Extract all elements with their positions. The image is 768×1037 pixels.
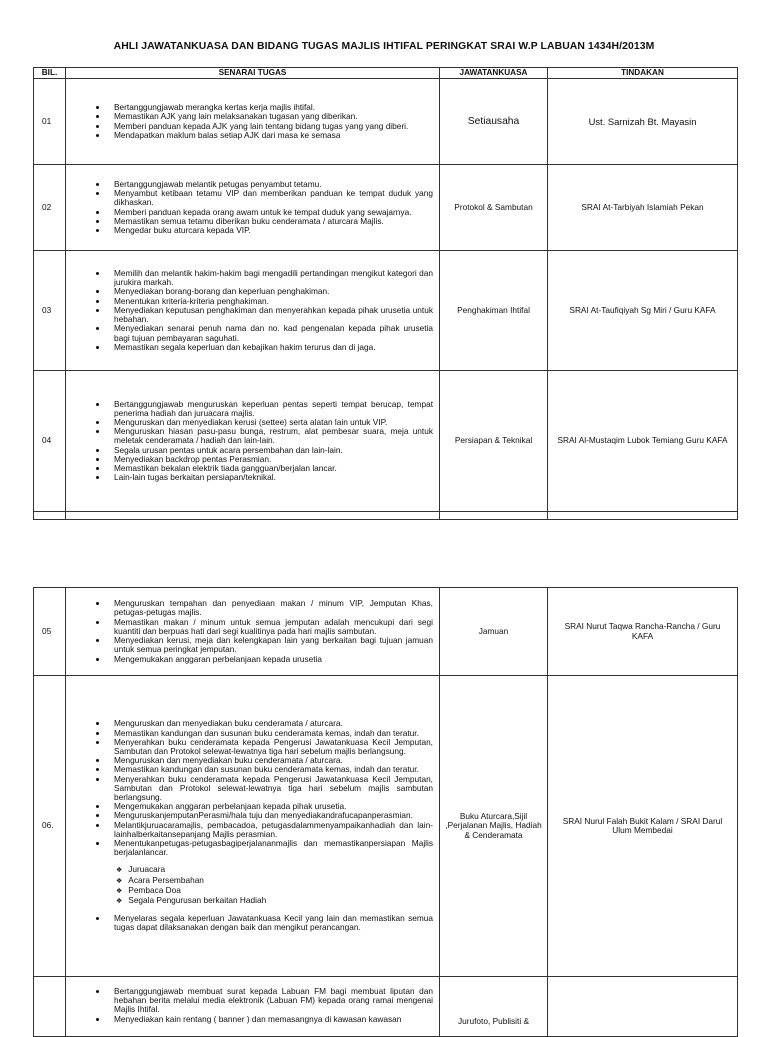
committee-name: Jurufoto, Publisiti & [440,977,548,1037]
table-row [34,165,738,251]
list-item: • Memastikan semua tetamu diberikan buku cenderamata / aturcara Majlis. [108,217,433,226]
table-row [34,371,738,512]
assigned-to: SRAI Nurut Taqwa Rancha-Rancha / Guru KAFA [548,588,738,676]
assigned-to: SRAI Nurul Falah Bukit Kalam / SRAI Darul Ulum Membedai [548,676,738,977]
duty-list [74,103,433,140]
list-item: • Menyediakan kain rentang ( banner ) dan memasangnya di kawasan kawasan [108,1015,433,1024]
list-item: • Mendapatkan maklum balas setiap AJK dari masa ke semasa [108,131,433,140]
sub-list-item: ❖ Segala Pengurusan berkaitan Hadiah [116,896,433,906]
list-item: • Bertanggungjawab membuat surat kepada Labuan FM bagi membuat liputan dan hebahan berita melalui media elektronik (Labuan FM) kepada orang ramai mengenai Majlis Ihtifal. [108,987,433,1015]
committee-name: Jamuan [440,588,548,676]
list-item: • Menentukan kriteria-kriteria penghakiman. [108,297,433,306]
duty-list-cell [66,977,440,1037]
list-item: • Menyediakan keputusan penghakiman dan menyerahkan kepada pihak urusetia untuk hebahan. [108,306,433,324]
committee-name: Persiapan & Teknikal [440,371,548,512]
list-item: • Memastikan makan / minum untuk semua jemputan adalah mencukupi dari segi kuantiti dan berpuas hati dari segi kualitinya pada hari majlis sambutan. [108,618,433,636]
header-tugas: SENARAI TUGAS [66,68,440,79]
list-item: • Segala urusan pentas untuk acara persembahan dan lain-lain. [108,446,433,455]
row-number: 05 [34,588,66,676]
list-item: • Mengemukakan anggaran perbelanjaan kepada urusetia [108,655,433,664]
list-item: • Memastikan kandungan dan susunan buku cenderamata kemas, indah dan teratur. [108,729,433,738]
duty-list-cell [66,251,440,371]
list-item: • Memastikan segala keperluan dan kebajikan hakim terurus dan di jaga. [108,343,433,352]
header-jawatankuasa: JAWATANKUASA [440,68,548,79]
committee-name: Setiausaha [440,79,548,165]
table-row [34,676,738,977]
duty-list-cell [66,588,440,676]
list-item: • Menyediakan kerusi, meja dan kelengkapan lain yang berkaitan bagi tujuan jamuan untuk semua peringkat jemputan. [108,636,433,654]
empty-row [34,512,738,520]
list-item: • Menyambut ketibaan tetamu VIP dan memberikan panduan ke tempat duduk yang dikhaskan. [108,189,433,207]
list-item: • MenguruskanjemputanPerasmi/hala tuju dan menyediakandrafucapanperasmian. [108,811,433,820]
list-item: • Menyerahkan buku cenderamata kepada Pengerusi Jawatankuasa Kecil Jemputan, Sambutan dan Protokol selewat-lewatnya tiga hari sebelum majlis berlangsung. [108,738,433,756]
duties-table-part-1 [33,67,738,520]
duty-list-cell [66,676,440,977]
duty-list-cell [66,79,440,165]
assigned-to: SRAI At-Taufiqiyah Sg Miri / Guru KAFA [548,251,738,371]
row-number: 03 [34,251,66,371]
list-item: • Bertanggungjawab merangka kertas kerja majlis ihtifal. [108,103,433,112]
committee-name: Buku Aturcara,Sijil ,Perjalanan Majlis, Hadiah & Cenderamata [440,676,548,977]
list-item: • Menguruskan hiasan pasu-pasu bunga, restrum, alat pembesar suara, meja untuk meletak cenderamata / hadiah dan lain-lain. [108,427,433,445]
list-item: • Menguruskan tempahan dan penyediaan makan / minum VIP, Jemputan Khas, petugas-petugas majlis. [108,599,433,617]
list-item: • Mengemukakan anggaran perbelanjaan kepada pihak urusetia. [108,802,433,811]
sub-list-item: ❖ Acara Persembahan [116,876,433,886]
list-item: • Memastikan kandungan dan susunan buku cenderamata kemas, indah dan teratur. [108,765,433,774]
list-item: • Menyediakan borang-borang dan keperluan penghakiman. [108,287,433,296]
committee-name: Protokol & Sambutan [440,165,548,251]
assigned-to [548,977,738,1037]
duty-list-cell [66,371,440,512]
header-bil: BIL. [34,68,66,79]
duties-table-part-2 [33,587,738,1037]
duty-list [74,400,433,483]
list-item: • Memastikan AJK yang lain melaksanakan tugasan yang diberikan. [108,112,433,121]
list-item: • Bertanggungjawab menguruskan keperluan pentas seperti tempat berucap, tempat penerima hadiah dan juruacara majlis. [108,400,433,418]
list-item: • Memilih dan melantik hakim-hakim bagi mengadili pertandingan mengikut kategori dan jurukira markah. [108,269,433,287]
duty-list [74,987,433,1024]
list-item: • Menguruskan dan menyediakan kerusi (settee) serta alatan lain untuk VIP. [108,418,433,427]
list-item: • Menentukanpetugas-petugasbagiperjalananmajlis dan memastikanpersiapan Majlis berjalanlancar. [108,839,433,857]
list-item: • Memberi panduan kepada orang awam untuk ke tempat duduk yang sewajarnya. [108,208,433,217]
list-item: • Menyerahkan buku cenderamata kepada Pengerusi Jawatankuasa Kecil Jemputan, Sambutan dan Protokol selewat-lewatnya tiga hari sebelum majlis sambutan berlangsung. [108,775,433,803]
duty-list [74,719,433,857]
list-item: • Menyediakan backdrop pentas Perasmian. [108,455,433,464]
header-tindakan: TINDAKAN [548,68,738,79]
assigned-to: Ust. Sarnizah Bt. Mayasin [548,79,738,165]
list-item: • Menyediakan senarai penuh nama dan no. kad pengenalan kepada pihak urusetia bagi tujuan pembayaran saguhati. [108,324,433,342]
list-item: • Mengedar buku aturcara kepada VIP. [108,226,433,235]
table-row [34,79,738,165]
table-row [34,977,738,1037]
list-item: • Bertanggungjawab melantik petugas penyambut tetamu. [108,180,433,189]
sub-list-item: ❖ Juruacara [116,865,433,875]
table-row [34,588,738,676]
sub-list-item: ❖ Pembaca Doa [116,886,433,896]
assigned-to: SRAI Al-Mustaqim Lubok Temiang Guru KAFA [548,371,738,512]
page-title: AHLI JAWATANKUASA DAN BIDANG TUGAS MAJLIS IHTIFAL PERINGKAT SRAI W.P LABUAN 1434H/2013M [113,41,655,52]
duty-list [74,269,433,352]
list-item: • Melantikjuruacaramajlis, pembacadoa, petugasdalammenyampaikanhadiah dan lain-lainhalberkaitansepanjang Majlis perasmian. [108,821,433,839]
row-number: 02 [34,165,66,251]
duty-list [74,599,433,663]
row-number: 06. [34,676,66,977]
duty-list-cell [66,165,440,251]
list-item: • Menguruskan dan menyediakan buku cenderamata / aturcara. [108,719,433,728]
list-item: • Memberi panduan kepada AJK yang lain tentang bidang tugas yang yang diberi. [108,122,433,131]
table-row [34,251,738,371]
sub-list [74,865,433,906]
duty-list [74,180,433,235]
list-item: • Menguruskan dan menyediakan buku cenderamata / aturcara. [108,756,433,765]
row-number: 04 [34,371,66,512]
list-item: • Lain-lain tugas berkaitan persiapan/teknikal. [108,473,433,482]
committee-name: Penghakiman Ihtifal [440,251,548,371]
table-header-row [34,68,738,79]
row-number: 01 [34,79,66,165]
assigned-to: SRAI At-Tarbiyah Islamiah Pekan [548,165,738,251]
row-number [34,977,66,1037]
duty-list-after [74,914,433,932]
list-item: • Memastikan bekalan elektrik tiada gangguan/berjalan lancar. [108,464,433,473]
list-item: • Menyelaras segala keperluan Jawatankuasa Kecil yang lain dan memastikan semua tugas dapat dilaksanakan dengan baik dan mengikut perancangan. [108,914,433,932]
